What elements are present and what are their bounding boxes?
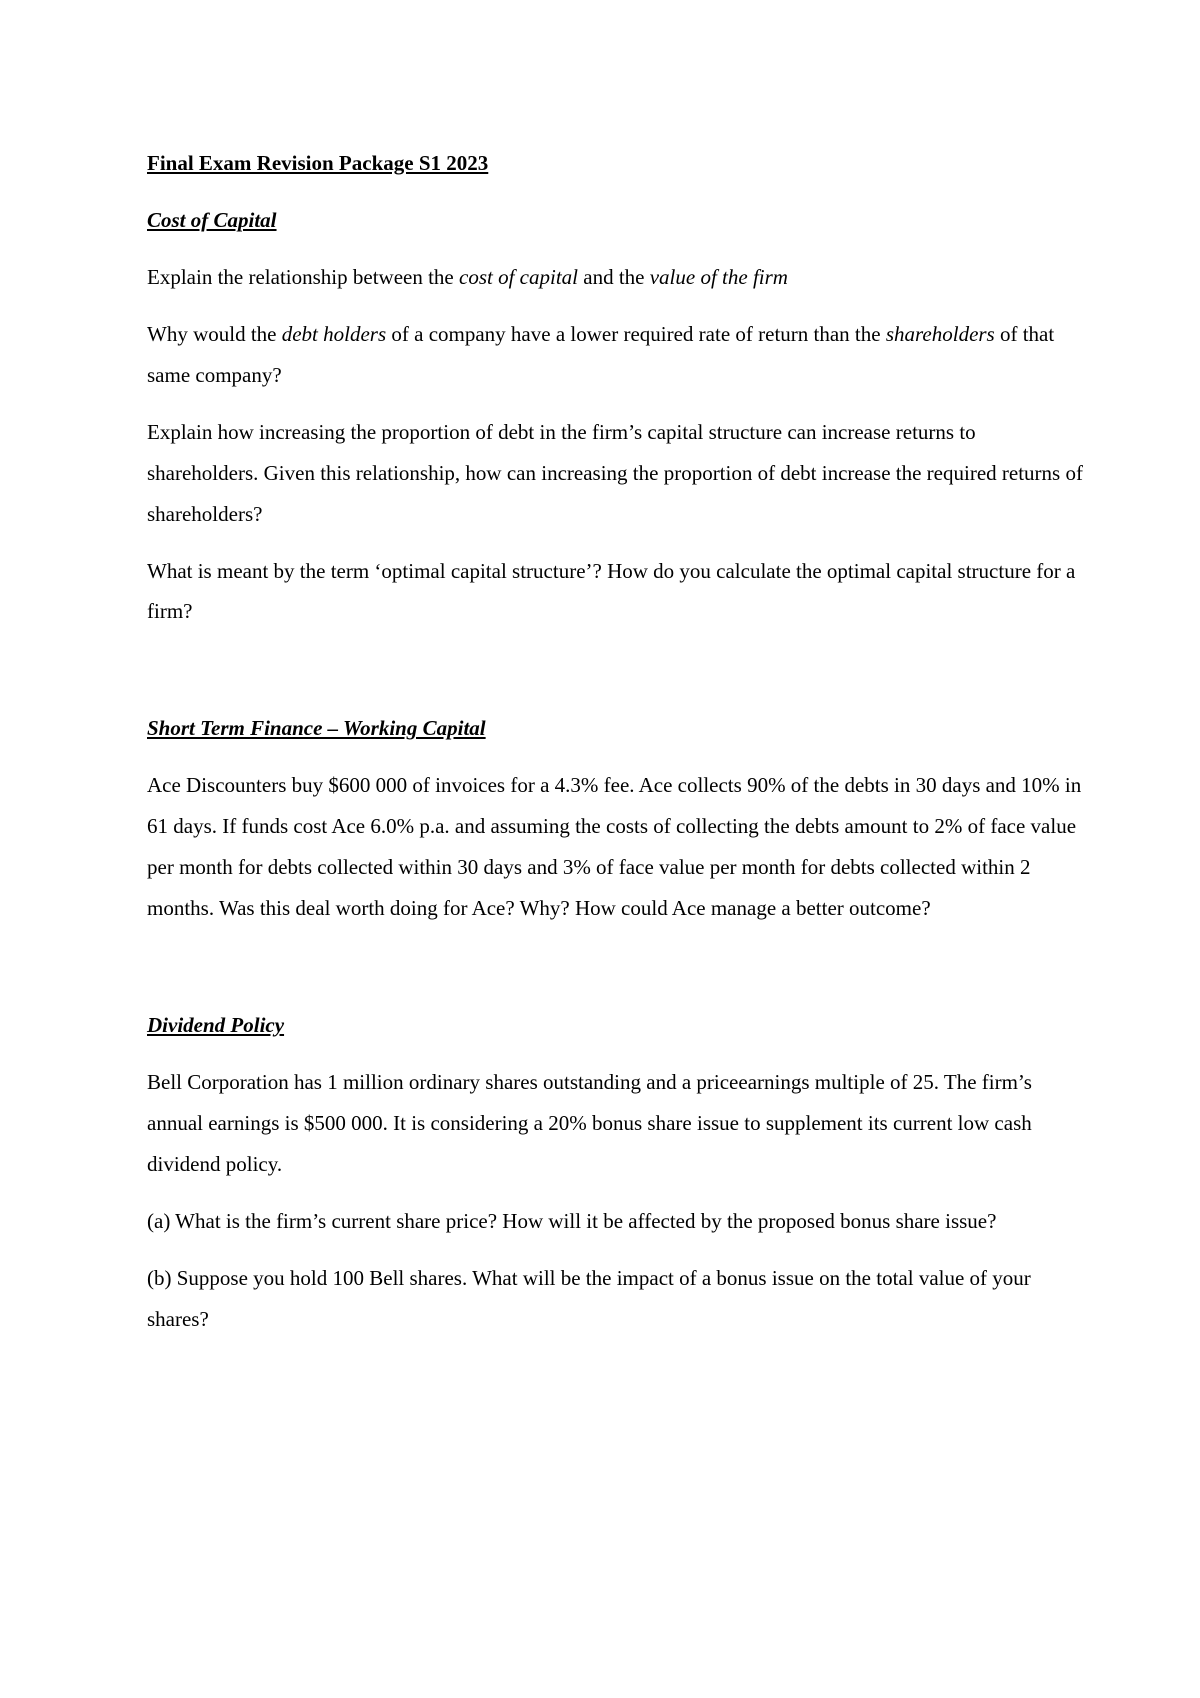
question-text: Why would the [147,321,282,346]
document-title: Final Exam Revision Package S1 2023 [147,151,489,175]
emphasis-term: shareholders [885,321,995,346]
emphasis-term: debt holders [281,321,387,346]
emphasis-term: cost of capital [459,264,578,289]
section-dividend-policy [147,1005,1100,1340]
section-heading: Dividend Policy [147,1013,285,1038]
question-paragraph: (b) Suppose you hold 100 Bell shares. What will be the impact of a bonus issue on the total value of your shares? [147,1265,1031,1331]
question-text: of that same company? [147,321,1055,387]
question-paragraph: What is meant by the term ‘optimal capital structure’? How do you calculate the optimal capital structure for a firm? [147,558,1076,624]
question-text: Explain the relationship between the [147,264,459,289]
question-paragraph [147,257,1087,298]
question-paragraph: Explain how increasing the proportion of debt in the firm’s capital structure can increase returns to shareholders. Given this relationship, how can increasing the proportion of debt increase the required returns of shareholders? [147,419,1083,526]
question-text: and the [578,264,650,289]
emphasis-term: value of the firm [649,264,788,289]
section-spacer [147,648,1100,708]
section-cost-of-capital [147,200,1100,632]
section-heading: Cost of Capital [147,207,277,232]
section-spacer [147,945,1100,1005]
question-paragraph: Ace Discounters buy $600 000 of invoices for a 4.3% fee. Ace collects 90% of the debts in 30 days and 10% in 61 days. If funds cost Ace 6.0% p.a. and assuming the costs of collecting the debts amount to 2% of face value per month for debts collected within 30 days and 3% of face value per month for debts collected within 2 months. Was this deal worth doing for Ace? Why? How could Ace manage a better outcome? [147,773,1082,921]
section-working-capital [147,708,1100,929]
question-paragraph: (a) What is the firm’s current share price? How will it be affected by the proposed bonus share issue? [147,1208,997,1233]
question-paragraph [147,314,1087,396]
section-heading: Short Term Finance – Working Capital [147,716,486,741]
question-text: of a company have a lower required rate of return than the [386,321,886,346]
question-paragraph: Bell Corporation has 1 million ordinary shares outstanding and a priceearnings multiple of 25. The firm’s annual earnings is $500 000. It is considering a 20% bonus share issue to supplement its current low cash dividend policy. [147,1070,1032,1176]
